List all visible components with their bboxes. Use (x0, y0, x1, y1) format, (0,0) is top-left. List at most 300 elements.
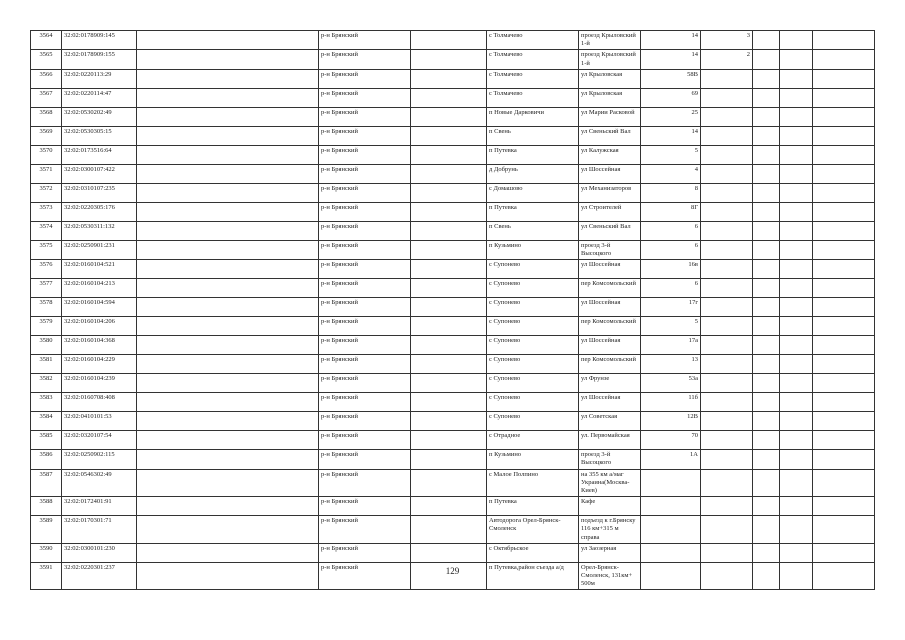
settlement-cell: с Октябрьское (487, 543, 579, 562)
empty-cell (753, 202, 780, 221)
empty-cell (780, 516, 813, 544)
apartment-number-cell (701, 469, 753, 497)
apartment-number-cell (701, 450, 753, 469)
empty-cell (813, 202, 875, 221)
empty-cell (411, 469, 487, 497)
empty-cell (753, 298, 780, 317)
empty-cell (137, 260, 319, 279)
empty-cell (137, 374, 319, 393)
apartment-number-cell (701, 516, 753, 544)
table-row (31, 393, 875, 412)
empty-cell (753, 260, 780, 279)
empty-cell (813, 221, 875, 240)
cadastral-number-cell: 32:02:0220113:29 (62, 69, 137, 88)
settlement-cell: п Свень (487, 221, 579, 240)
empty-cell (137, 107, 319, 126)
settlement-cell: п Свень (487, 126, 579, 145)
apartment-number-cell (701, 374, 753, 393)
street-cell: ул. Первомайская (579, 431, 641, 450)
record-number-cell: 3585 (31, 431, 62, 450)
empty-cell (411, 355, 487, 374)
empty-cell (137, 240, 319, 259)
empty-cell (753, 497, 780, 516)
district-cell: р-н Брянский (319, 562, 411, 590)
record-number-cell: 3574 (31, 221, 62, 240)
cadastral-number-cell: 32:02:0546302:49 (62, 469, 137, 497)
empty-cell (753, 164, 780, 183)
empty-cell (137, 202, 319, 221)
record-number-cell: 3567 (31, 88, 62, 107)
house-number-cell: 14 (641, 50, 701, 69)
table-row (31, 240, 875, 259)
empty-cell (780, 31, 813, 50)
empty-cell (813, 183, 875, 202)
street-cell: Кафе (579, 497, 641, 516)
empty-cell (137, 497, 319, 516)
empty-cell (753, 183, 780, 202)
empty-cell (813, 431, 875, 450)
empty-cell (411, 202, 487, 221)
record-number-cell: 3584 (31, 412, 62, 431)
empty-cell (411, 69, 487, 88)
empty-cell (411, 31, 487, 50)
house-number-cell: 16в (641, 260, 701, 279)
cadastral-number-cell: 32:02:0310107:235 (62, 183, 137, 202)
empty-cell (813, 88, 875, 107)
table-row (31, 69, 875, 88)
settlement-cell: п Новые Дарковичи (487, 107, 579, 126)
table-row (31, 145, 875, 164)
empty-cell (753, 336, 780, 355)
empty-cell (411, 450, 487, 469)
empty-cell (780, 260, 813, 279)
empty-cell (137, 450, 319, 469)
district-cell: р-н Брянский (319, 202, 411, 221)
street-cell: пер Комсомольский (579, 279, 641, 298)
table-row (31, 317, 875, 336)
empty-cell (780, 374, 813, 393)
empty-cell (813, 543, 875, 562)
street-cell: проезд Крыловский 1-й (579, 31, 641, 50)
apartment-number-cell (701, 412, 753, 431)
record-number-cell: 3586 (31, 450, 62, 469)
empty-cell (137, 355, 319, 374)
empty-cell (753, 516, 780, 544)
house-number-cell: 17г (641, 298, 701, 317)
empty-cell (813, 450, 875, 469)
record-number-cell: 3565 (31, 50, 62, 69)
empty-cell (753, 107, 780, 126)
empty-cell (137, 543, 319, 562)
settlement-cell: п Путевка (487, 145, 579, 164)
table-row (31, 183, 875, 202)
table-row (31, 298, 875, 317)
house-number-cell: 6 (641, 221, 701, 240)
record-number-cell: 3577 (31, 279, 62, 298)
apartment-number-cell (701, 88, 753, 107)
apartment-number-cell (701, 202, 753, 221)
house-number-cell: 6 (641, 240, 701, 259)
settlement-cell: Автодорога Орел-Брянск-Смоленск (487, 516, 579, 544)
settlement-cell: с Супонево (487, 374, 579, 393)
record-number-cell: 3566 (31, 69, 62, 88)
empty-cell (780, 221, 813, 240)
settlement-cell: с Супонево (487, 412, 579, 431)
apartment-number-cell (701, 497, 753, 516)
district-cell: р-н Брянский (319, 497, 411, 516)
settlement-cell: с Супонево (487, 393, 579, 412)
empty-cell (753, 317, 780, 336)
record-number-cell: 3580 (31, 336, 62, 355)
cadastral-number-cell: 32:02:0410101:53 (62, 412, 137, 431)
cadastral-number-cell: 32:02:0250901:231 (62, 240, 137, 259)
table-row (31, 497, 875, 516)
house-number-cell: 1А (641, 450, 701, 469)
empty-cell (780, 126, 813, 145)
empty-cell (780, 69, 813, 88)
house-number-cell: 58В (641, 69, 701, 88)
empty-cell (753, 126, 780, 145)
empty-cell (780, 183, 813, 202)
table-row (31, 221, 875, 240)
settlement-cell: с Отрадное (487, 431, 579, 450)
empty-cell (411, 183, 487, 202)
empty-cell (753, 145, 780, 164)
cadastral-number-cell: 32:02:0530305:15 (62, 126, 137, 145)
empty-cell (137, 126, 319, 145)
street-cell: ул Заозерная (579, 543, 641, 562)
empty-cell (780, 279, 813, 298)
apartment-number-cell (701, 260, 753, 279)
empty-cell (753, 88, 780, 107)
empty-cell (780, 412, 813, 431)
district-cell: р-н Брянский (319, 126, 411, 145)
street-cell: проезд 3-й Высоцкого (579, 240, 641, 259)
record-number-cell: 3564 (31, 31, 62, 50)
cadastral-number-cell: 32:02:0170301:71 (62, 516, 137, 544)
cadastral-number-cell: 32:02:0160104:206 (62, 317, 137, 336)
district-cell: р-н Брянский (319, 69, 411, 88)
street-cell: проезд 3-й Высоцкого (579, 450, 641, 469)
district-cell: р-н Брянский (319, 355, 411, 374)
settlement-cell: п Путевка,район съезда а/д (487, 562, 579, 590)
district-cell: р-н Брянский (319, 164, 411, 183)
record-number-cell: 3579 (31, 317, 62, 336)
empty-cell (411, 126, 487, 145)
empty-cell (411, 516, 487, 544)
street-cell: ул Крыловская (579, 69, 641, 88)
cadastral-number-cell: 32:02:0178909:145 (62, 31, 137, 50)
house-number-cell: 70 (641, 431, 701, 450)
table-body (31, 31, 875, 590)
record-number-cell: 3581 (31, 355, 62, 374)
district-cell: р-н Брянский (319, 431, 411, 450)
empty-cell (411, 88, 487, 107)
table-row (31, 164, 875, 183)
empty-cell (411, 298, 487, 317)
empty-cell (780, 145, 813, 164)
empty-cell (411, 412, 487, 431)
empty-cell (780, 431, 813, 450)
record-number-cell: 3568 (31, 107, 62, 126)
cadastral-number-cell: 32:02:0160104:229 (62, 355, 137, 374)
empty-cell (780, 202, 813, 221)
district-cell: р-н Брянский (319, 50, 411, 69)
empty-cell (753, 469, 780, 497)
street-cell: ул Советская (579, 412, 641, 431)
empty-cell (137, 469, 319, 497)
table-row (31, 516, 875, 544)
empty-cell (813, 50, 875, 69)
apartment-number-cell (701, 431, 753, 450)
apartment-number-cell (701, 543, 753, 562)
empty-cell (780, 107, 813, 126)
empty-cell (780, 497, 813, 516)
cadastral-number-cell: 32:02:0178909:155 (62, 50, 137, 69)
district-cell: р-н Брянский (319, 260, 411, 279)
empty-cell (813, 412, 875, 431)
apartment-number-cell: 3 (701, 31, 753, 50)
empty-cell (780, 543, 813, 562)
empty-cell (411, 240, 487, 259)
empty-cell (411, 374, 487, 393)
cadastral-number-cell: 32:02:0173516:64 (62, 145, 137, 164)
settlement-cell: п Кузьмино (487, 240, 579, 259)
empty-cell (753, 31, 780, 50)
empty-cell (813, 393, 875, 412)
apartment-number-cell (701, 298, 753, 317)
record-number-cell: 3576 (31, 260, 62, 279)
cadastral-number-cell: 32:02:0160104:239 (62, 374, 137, 393)
street-cell: пер Комсомольский (579, 317, 641, 336)
district-cell: р-н Брянский (319, 450, 411, 469)
cadastral-number-cell: 32:02:0220301:237 (62, 562, 137, 590)
district-cell: р-н Брянский (319, 543, 411, 562)
empty-cell (137, 69, 319, 88)
record-number-cell: 3591 (31, 562, 62, 590)
page-number: 129 (445, 566, 460, 576)
apartment-number-cell (701, 355, 753, 374)
empty-cell (137, 516, 319, 544)
empty-cell (411, 145, 487, 164)
empty-cell (753, 543, 780, 562)
empty-cell (411, 336, 487, 355)
apartment-number-cell (701, 393, 753, 412)
record-number-cell: 3570 (31, 145, 62, 164)
empty-cell (780, 50, 813, 69)
empty-cell (137, 164, 319, 183)
street-cell: ул Фрунзе (579, 374, 641, 393)
street-cell: на 355 км а/маг Украина(Москва-Киев) (579, 469, 641, 497)
cadastral-number-cell: 32:02:0160104:368 (62, 336, 137, 355)
table-row (31, 279, 875, 298)
empty-cell (411, 393, 487, 412)
apartment-number-cell (701, 317, 753, 336)
settlement-cell: с Толмачево (487, 69, 579, 88)
empty-cell (753, 69, 780, 88)
empty-cell (137, 88, 319, 107)
empty-cell (780, 469, 813, 497)
record-number-cell: 3578 (31, 298, 62, 317)
cadastral-number-cell: 32:02:0160104:521 (62, 260, 137, 279)
record-number-cell: 3572 (31, 183, 62, 202)
empty-cell (753, 50, 780, 69)
cadastral-number-cell: 32:02:0300101:230 (62, 543, 137, 562)
cadastral-number-cell: 32:02:0530311:132 (62, 221, 137, 240)
record-number-cell: 3590 (31, 543, 62, 562)
table-row (31, 412, 875, 431)
empty-cell (753, 221, 780, 240)
empty-cell (137, 50, 319, 69)
empty-cell (411, 221, 487, 240)
settlement-cell: с Домашово (487, 183, 579, 202)
cadastral-number-cell: 32:02:0250902:115 (62, 450, 137, 469)
empty-cell (813, 469, 875, 497)
cadastral-number-cell: 32:02:0160708:408 (62, 393, 137, 412)
house-number-cell (641, 516, 701, 544)
record-number-cell: 3571 (31, 164, 62, 183)
empty-cell (137, 221, 319, 240)
settlement-cell: с Толмачево (487, 88, 579, 107)
house-number-cell: 11б (641, 393, 701, 412)
empty-cell (813, 336, 875, 355)
district-cell: р-н Брянский (319, 88, 411, 107)
empty-cell (411, 431, 487, 450)
table-row (31, 374, 875, 393)
settlement-cell: п Путевка (487, 497, 579, 516)
district-cell: р-н Брянский (319, 145, 411, 164)
empty-cell (813, 298, 875, 317)
street-cell: ул Крыловская (579, 88, 641, 107)
street-cell: пер Комсомольский (579, 355, 641, 374)
empty-cell (411, 543, 487, 562)
empty-cell (780, 240, 813, 259)
settlement-cell: с Супонево (487, 317, 579, 336)
house-number-cell: 5 (641, 145, 701, 164)
settlement-cell: с Толмачево (487, 31, 579, 50)
empty-cell (411, 279, 487, 298)
street-cell: ул Свеньский Вал (579, 126, 641, 145)
apartment-number-cell (701, 240, 753, 259)
empty-cell (137, 412, 319, 431)
street-cell: ул Свеньский Вал (579, 221, 641, 240)
empty-cell (780, 317, 813, 336)
street-cell: ул Механизаторов (579, 183, 641, 202)
house-number-cell (641, 497, 701, 516)
cadastral-number-cell: 32:02:0172401:91 (62, 497, 137, 516)
empty-cell (813, 497, 875, 516)
empty-cell (137, 183, 319, 202)
table-row (31, 50, 875, 69)
settlement-cell: п Путевка (487, 202, 579, 221)
house-number-cell (641, 543, 701, 562)
table-row (31, 202, 875, 221)
street-cell: ул Марии Расковой (579, 107, 641, 126)
settlement-cell: с Супонево (487, 279, 579, 298)
table-row (31, 126, 875, 145)
house-number-cell: 8 (641, 183, 701, 202)
house-number-cell: 14 (641, 31, 701, 50)
empty-cell (137, 393, 319, 412)
empty-cell (813, 31, 875, 50)
cadastral-number-cell: 32:02:0220114:47 (62, 88, 137, 107)
empty-cell (813, 260, 875, 279)
empty-cell (411, 107, 487, 126)
street-cell: Орел-Брянск-Смоленск, 131км+ 500м (579, 562, 641, 590)
settlement-cell: с Супонево (487, 260, 579, 279)
empty-cell (753, 374, 780, 393)
house-number-cell: 8Г (641, 202, 701, 221)
district-cell: р-н Брянский (319, 336, 411, 355)
empty-cell (813, 69, 875, 88)
settlement-cell: с Супонево (487, 355, 579, 374)
cadastral-number-cell: 32:02:0220305:176 (62, 202, 137, 221)
empty-cell (753, 355, 780, 374)
settlement-cell: с Супонево (487, 336, 579, 355)
empty-cell (780, 164, 813, 183)
district-cell: р-н Брянский (319, 31, 411, 50)
table-row (31, 543, 875, 562)
empty-cell (137, 279, 319, 298)
district-cell: р-н Брянский (319, 221, 411, 240)
empty-cell (753, 450, 780, 469)
empty-cell (813, 516, 875, 544)
apartment-number-cell (701, 107, 753, 126)
empty-cell (137, 431, 319, 450)
empty-cell (780, 88, 813, 107)
house-number-cell (641, 469, 701, 497)
apartment-number-cell (701, 145, 753, 164)
street-cell: ул Шоссейная (579, 393, 641, 412)
district-cell: р-н Брянский (319, 393, 411, 412)
street-cell: ул Шоссейная (579, 298, 641, 317)
house-number-cell: 6 (641, 279, 701, 298)
empty-cell (813, 355, 875, 374)
empty-cell (753, 279, 780, 298)
empty-cell (780, 355, 813, 374)
district-cell: р-н Брянский (319, 279, 411, 298)
record-number-cell: 3588 (31, 497, 62, 516)
settlement-cell: с Супонево (487, 298, 579, 317)
table-row (31, 450, 875, 469)
record-number-cell: 3573 (31, 202, 62, 221)
settlement-cell: д Добрунь (487, 164, 579, 183)
record-number-cell: 3589 (31, 516, 62, 544)
address-register-table (30, 30, 875, 590)
house-number-cell: 4 (641, 164, 701, 183)
empty-cell (753, 431, 780, 450)
street-cell: ул Шоссейная (579, 336, 641, 355)
empty-cell (813, 374, 875, 393)
empty-cell (753, 240, 780, 259)
apartment-number-cell (701, 164, 753, 183)
empty-cell (813, 317, 875, 336)
empty-cell (411, 317, 487, 336)
apartment-number-cell (701, 336, 753, 355)
district-cell: р-н Брянский (319, 412, 411, 431)
house-number-cell: 25 (641, 107, 701, 126)
empty-cell (813, 126, 875, 145)
empty-cell (137, 317, 319, 336)
house-number-cell: 12В (641, 412, 701, 431)
table-row (31, 260, 875, 279)
house-number-cell: 14 (641, 126, 701, 145)
empty-cell (813, 107, 875, 126)
record-number-cell: 3575 (31, 240, 62, 259)
apartment-number-cell (701, 279, 753, 298)
district-cell: р-н Брянский (319, 107, 411, 126)
empty-cell (411, 164, 487, 183)
